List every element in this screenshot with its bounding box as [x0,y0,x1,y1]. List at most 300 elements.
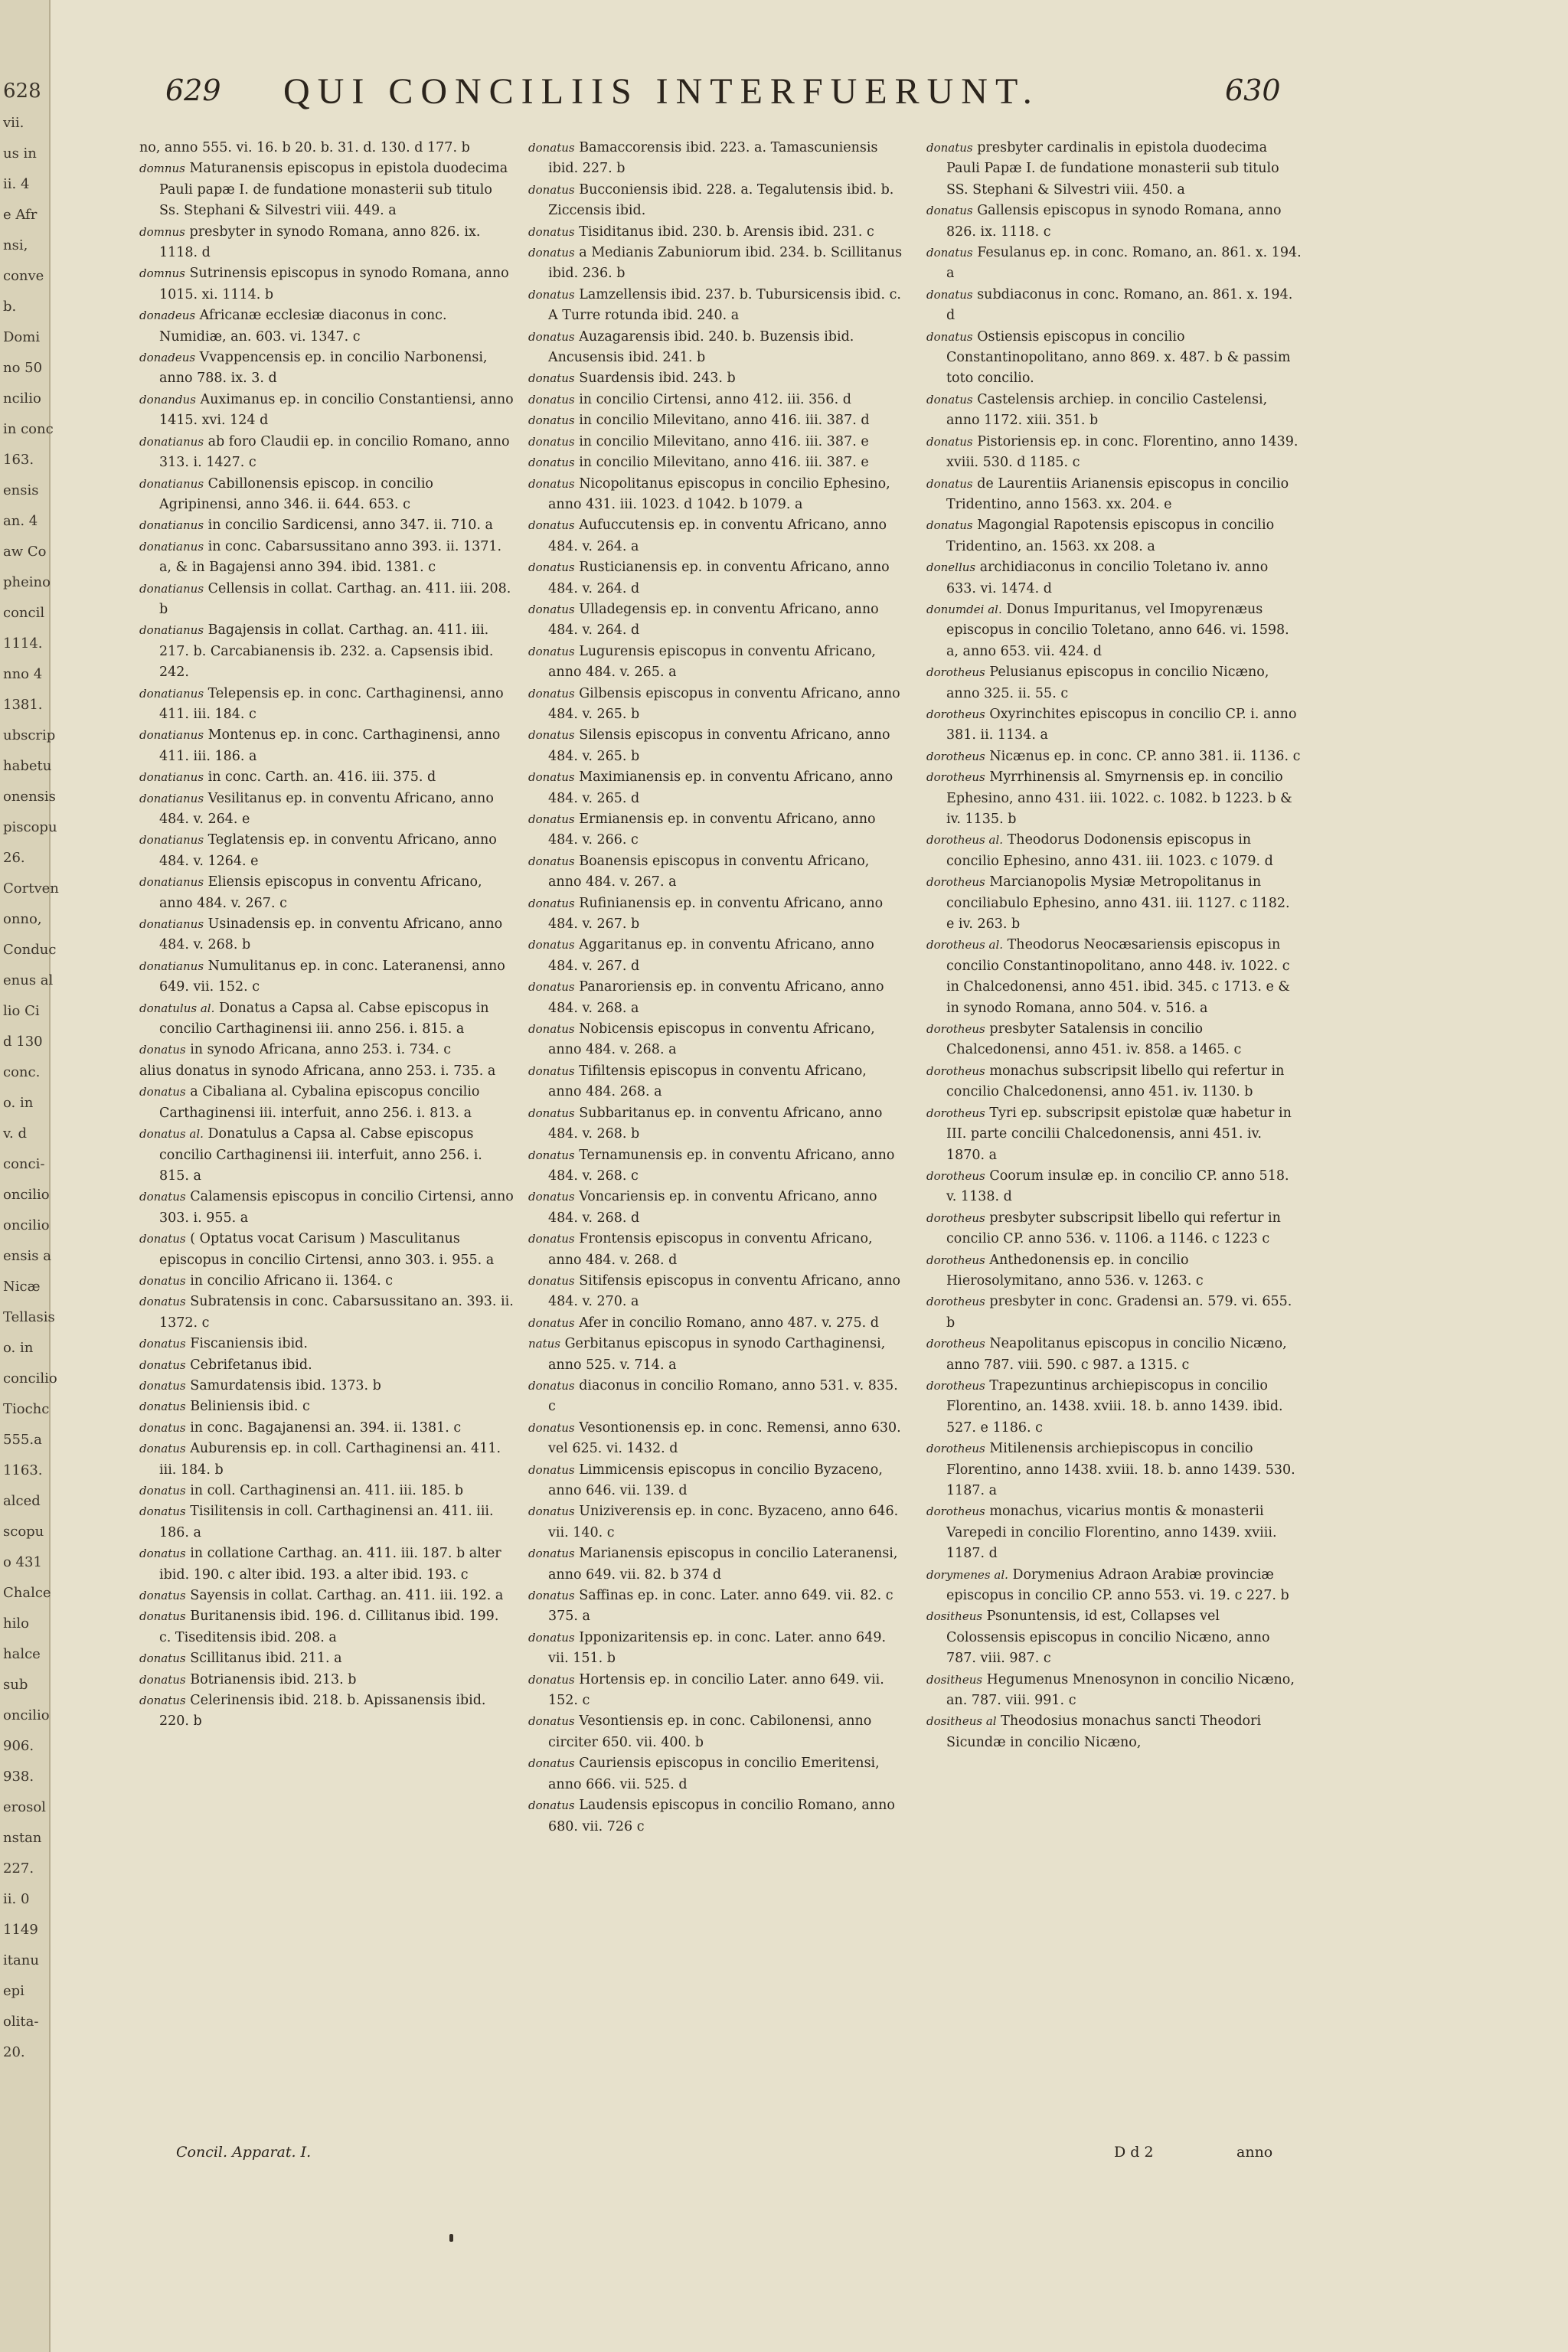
index-entry [139,515,514,536]
previous-page-fragment: 227. [3,1860,34,1877]
entry-headword: dorotheus [926,770,985,785]
index-entry [926,432,1302,474]
index-entry [528,1586,903,1628]
entry-headword: domnus [139,162,185,176]
entry-text: in concilio Milevitano, anno 416. iii. 387. d [579,413,870,429]
index-entry [528,327,903,369]
index-entry [139,914,514,956]
index-entry [528,1753,903,1795]
index-entry [926,1439,1302,1501]
entry-text: Sayensis in collat. Carthag. an. 411. iii. 192. a [190,1588,504,1604]
previous-page-fragment: habetu [3,758,52,774]
index-entry [926,515,1302,557]
entry-text: a Cibaliana al. Cybalina episcopus concilio Carthaginensi iii. interfuit, anno 256. i. 813. a [159,1084,480,1121]
entry-text: Tisilitensis in coll. Carthaginensi an. 411. iii. 186. a [159,1504,494,1540]
index-entry [139,537,514,579]
entry-headword: donatianus [139,518,204,533]
previous-page-fragment: 906. [3,1738,34,1754]
entry-text: Gilbensis episcopus in conventu Africano, anno 484. v. 265. b [548,685,900,722]
entry-headword: donatus [926,141,973,155]
index-entry [139,1648,514,1669]
entry-text: Silensis episcopus in conventu Africano, anno 484. v. 265. b [548,727,890,764]
entry-text: no, anno 555. vi. 16. b 20. b. 31. d. 130. d 177. b [139,140,470,155]
previous-page-fragment: v. d [3,1125,27,1142]
entry-headword: donatus [528,246,575,260]
entry-headword: donatianus [139,686,204,701]
index-entry [528,390,903,410]
entry-headword: donatianus [139,917,204,932]
index-entry [926,1501,1302,1564]
previous-page-fragment: oncilio [3,1217,50,1233]
entry-text: Auburensis ep. in coll. Carthaginensi an. 411. iii. 184. b [159,1441,501,1478]
index-entry [528,285,903,327]
entry-text: Donatus a Capsa al. Cabse episcopus in concilio Carthaginensi iii. anno 256. i. 815. a [159,1000,489,1037]
entry-text: in conc. Cabarsussitano anno 393. ii. 1371. a, & in Bagajensi anno 394. ibid. 1381. c [159,538,502,576]
index-entry [139,1418,514,1439]
entry-headword: donatus [528,1232,575,1246]
entry-headword: dositheus [926,1672,983,1687]
previous-page-fragment: Cortven [3,880,59,897]
index-entry [528,1376,903,1418]
entry-headword: dorotheus al. [926,938,1004,952]
entry-text: Donatulus a Capsa al. Cabse episcopus concilio Carthaginensi iii. interfuit, anno 256. i. 815. a [159,1126,482,1184]
entry-text: Subbaritanus ep. in conventu Africano, anno 484. v. 268. b [548,1105,883,1142]
index-entry [528,1187,903,1229]
index-entry [926,1250,1302,1292]
entry-headword: donatus [528,456,575,470]
right-folio-number: 630 [1225,74,1281,107]
entry-headword: donatus [528,392,575,407]
entry-text: Theodorus Neocæsariensis episcopus in concilio Constantinopolitano, anno 448. iv. 1022. c in Chalcedonensi, anno 451. ibid. 345. c 1713. e & in synodo Romana, anno 504. v. 516. a [946,937,1290,1016]
entry-headword: donatus [528,896,575,910]
entry-text: presbyter subscripsit libello qui refertur in concilio CP. anno 536. v. 1106. a 1146. c 1223 c [946,1210,1281,1247]
previous-page-fragment: Chalce [3,1585,51,1601]
entry-headword: donatus [139,1232,186,1246]
entry-text: Nicopolitanus episcopus in concilio Ephesino, anno 431. iii. 1023. d 1042. b 1079. a [548,475,890,512]
entry-headword: donatus [528,812,575,826]
previous-page-fragment: 20. [3,2044,25,2060]
entry-headword: donatus [528,371,575,386]
entry-text: Frontensis episcopus in conventu Africano, anno 484. v. 268. d [548,1231,873,1268]
entry-text: Hortensis ep. in concilio Later. anno 649. vii. 152. c [548,1671,884,1709]
entry-headword: donatianus [139,833,204,848]
index-entry [528,935,903,977]
entry-headword: donatianus [139,434,204,449]
entry-headword: dorotheus [926,1295,985,1309]
entry-headword: donumdei al. [926,602,1002,616]
previous-page-fragment: conc. [3,1064,41,1080]
signature-mark: Concil. Apparat. I. [176,2144,312,2161]
index-entry [139,1544,514,1586]
index-entry [926,1166,1302,1208]
entry-text: Theodorus Dodonensis episcopus in concilio Ephesino, anno 431. iii. 1023. c 1079. d [946,832,1273,869]
previous-page-fragment: 1381. [3,697,43,713]
entry-headword: donatus [528,1798,575,1813]
index-entry [528,684,903,726]
previous-page-fragment: piscopu [3,819,57,835]
entry-headword: donatus [528,141,575,155]
index-entry [926,1334,1302,1376]
entry-headword: donandus [139,392,196,407]
entry-headword: donatus [528,644,575,658]
entry-headword: donatus [926,204,973,218]
entry-headword: donatus [528,728,575,743]
entry-headword: donatus [528,329,575,344]
left-folio-number: 629 [165,74,221,107]
index-entry [528,809,903,851]
index-entry [528,977,903,1019]
index-entry [139,1501,514,1544]
entry-text: Panaroriensis ep. in conventu Africano, anno 484. v. 268. a [548,979,884,1016]
previous-page-fragment: oncilio [3,1707,50,1723]
entry-text: Rufinianensis ep. in conventu Africano, anno 484. v. 267. b [548,895,884,933]
index-entry [528,851,903,893]
index-entry [926,138,1302,201]
index-entry [139,725,514,767]
index-entry [139,432,514,474]
entry-headword: donatus [139,1357,186,1372]
index-entry [926,872,1302,935]
entry-text: presbyter cardinalis in epistola duodecima Pauli Papæ I. de fundatione monasterii sub titulo SS. Stephani & Silvestri viii. 450. a [946,140,1279,198]
entry-text: Limmicensis episcopus in concilio Byzaceno, anno 646. vii. 139. d [548,1462,883,1498]
index-entry [139,158,514,221]
entry-text: Theodosius monachus sancti Theodori Sicundæ in concilio Nicæno, [946,1713,1262,1750]
entry-headword: donatus [139,1378,186,1393]
index-entry [139,1606,514,1648]
entry-text: Fesulanus ep. in conc. Romano, an. 861. x. 194. a [946,245,1302,282]
previous-page-fragment: concilio [3,1370,57,1387]
index-entry [139,767,514,788]
index-entry [528,1501,903,1544]
entry-text: Castelensis archiep. in concilio Castelensi, anno 1172. xiii. 351. b [946,391,1268,429]
index-entry [926,1208,1302,1250]
entry-text: Telepensis ep. in conc. Carthaginensi, anno 411. iii. 184. c [159,685,504,722]
entry-headword: donatianus [139,875,204,890]
entry-headword: donatus [528,938,575,952]
entry-text: Fiscaniensis ibid. [190,1336,308,1352]
index-entry [139,1690,514,1733]
entry-text: Ermianensis ep. in conventu Africano, anno 484. v. 266. c [548,812,876,848]
entry-headword: donatianus [139,539,204,554]
previous-page-fragment: scopu [3,1524,44,1540]
entry-text: in concilio Milevitano, anno 416. iii. 387. e [579,433,869,449]
index-entry [139,1040,514,1060]
index-entry [139,789,514,831]
entry-text: Usinadensis ep. in conventu Africano, anno 484. v. 268. b [159,916,503,953]
entry-text: in conc. Carth. an. 416. iii. 375. d [207,769,436,786]
index-entry [528,1145,903,1187]
entry-headword: donatus [528,560,575,575]
previous-page-fragment: ensis [3,482,39,498]
entry-text: Auzagarensis ibid. 240. b. Buzensis ibid. Ancusensis ibid. 241. b [548,328,854,366]
entry-text: Suardensis ibid. 243. b [579,371,736,387]
previous-page-fragment: ubscrip [3,727,56,743]
entry-headword: donatianus [139,770,204,785]
entry-text: Vesontionensis ep. in conc. Remensi, anno 630. vel 625. vi. 1432. d [548,1419,901,1457]
entry-text: archidiaconus in concilio Toletano iv. anno 633. vi. 1474. d [946,560,1269,596]
entry-text: Beliniensis ibid. c [190,1399,310,1415]
index-entry [528,180,903,222]
entry-text: Donus Impuritanus, vel Imopyrenæus episcopus in concilio Toletano, anno 646. vi. 1598. a, anno 653. vii. 424. d [946,601,1289,659]
index-entry [139,305,514,348]
index-entry [139,1481,514,1501]
entry-text: Maximianensis ep. in conventu Africano, anno 484. v. 265. d [548,769,893,806]
previous-page-fragment: vii. [3,115,24,131]
index-entry [926,474,1302,516]
previous-page-fragment: alced [3,1493,41,1509]
entry-text: Rusticianensis ep. in conventu Africano, anno 484. v. 264. d [548,560,890,596]
entry-text: Celerinensis ibid. 218. b. Apissanensis ibid. 220. b [159,1693,486,1730]
previous-page-fragment: 938. [3,1769,34,1785]
previous-page-fragment: epi [3,1983,24,1999]
running-title: QUI CONCILIIS INTERFUERUNT. [283,71,1040,112]
entry-headword: domnus [139,224,185,239]
entry-headword: donatus [926,434,973,449]
index-entry [139,1586,514,1606]
entry-headword: dorotheus [926,665,985,680]
entry-text: in collatione Carthag. an. 411. iii. 187. b alter ibid. 190. c alter ibid. 193. a alter ibid. 193. c [159,1546,501,1583]
previous-page-fragment: Tellasis [3,1309,55,1325]
entry-text: Teglatensis ep. in conventu Africano, anno 484. v. 1264. e [159,832,497,869]
entry-headword: dorotheus [926,1253,985,1267]
entry-text: in synodo Africana, anno 253. i. 734. c [190,1042,452,1058]
ink-speck [449,2234,453,2242]
entry-headword: dositheus al [926,1714,997,1729]
previous-page-fragment: 1114. [3,635,43,652]
index-entry [139,1061,514,1082]
entry-headword: dorotheus [926,1106,985,1120]
previous-page-fragment: o. in [3,1095,34,1111]
entry-headword: donatus [528,1672,575,1687]
index-entry [926,599,1302,662]
previous-page-fragment: Nicæ [3,1279,41,1295]
previous-page-fragment: enus al [3,972,54,988]
entry-headword: donatus [528,287,575,302]
previous-page-fragment: conve [3,268,44,284]
entry-headword: donellus [926,560,976,575]
index-entry [926,1670,1302,1712]
index-entry [926,662,1302,704]
entry-headword: donatulus al. [139,1001,215,1015]
entry-text: Sutrinensis episcopus in synodo Romana, anno 1015. xi. 1114. b [159,266,509,302]
previous-page-fragment: 1163. [3,1462,43,1478]
entry-headword: donatus [139,1609,186,1624]
entry-headword: donatus [139,1420,186,1435]
index-entry [528,1271,903,1313]
entry-text: Marcianopolis Mysiæ Metropolitanus in conciliabulo Ephesino, anno 431. iii. 1127. c 1182. e iv. 263. b [946,874,1290,933]
previous-page-fragment: 1149 [3,1922,38,1938]
entry-text: Bamaccorensis ibid. 223. a. Tamascuniensis ibid. 227. b [548,140,878,177]
entry-text: Ipponizaritensis ep. in conc. Later. anno 649. vii. 151. b [548,1629,887,1667]
previous-page-fragment: Domi [3,329,41,345]
index-entry [139,1124,514,1187]
index-entry [528,410,903,431]
previous-page-fragment: b. [3,299,17,315]
previous-page-fragment: nstan [3,1830,42,1846]
index-entry [139,1229,514,1271]
entry-text: in concilio Africano ii. 1364. c [190,1272,394,1289]
entry-text: Vesilitanus ep. in conventu Africano, anno 484. v. 264. e [159,790,494,827]
entry-headword: donatus [139,1337,186,1351]
entry-text: Bagajensis in collat. Carthag. an. 411. iii. 217. b. Carcabianensis ib. 232. a. Capsensis ibid. 242. [159,622,494,681]
previous-page-fragment: onensis [3,789,56,805]
entry-headword: dorotheus [926,1504,985,1519]
previous-page-fragment: aw Co [3,544,47,560]
entry-headword: dorotheus [926,1337,985,1351]
index-entry [528,1670,903,1712]
previous-page-fragment: hilo [3,1615,29,1632]
entry-text: alius donatus in synodo Africana, anno 253. i. 735. a [139,1063,496,1079]
entry-headword: donatus [139,1484,186,1498]
entry-headword: dorotheus [926,1378,985,1393]
index-entry [528,138,903,180]
index-entry [528,1019,903,1061]
index-entry [139,474,514,516]
entry-text: Aufuccutensis ep. in conventu Africano, anno 484. v. 264. a [548,518,887,554]
entry-headword: donatus [528,686,575,701]
entry-headword: donatus [139,1190,186,1204]
entry-headword: donatus [926,329,973,344]
entry-text: Trapezuntinus archiepiscopus in concilio Florentino, an. 1438. xviii. 18. b. anno 1439. ibid. 527. e 1186. c [946,1377,1283,1436]
entry-headword: dorotheus [926,1442,985,1456]
index-entry [926,285,1302,327]
entry-headword: donatus [139,1651,186,1666]
entry-headword: donatus [139,1085,186,1099]
entry-headword: donatus [139,1694,186,1708]
entry-text: Samurdatensis ibid. 1373. b [190,1377,381,1393]
entry-headword: dorotheus [926,1210,985,1225]
entry-headword: donatus [528,1630,575,1645]
entry-text: Dorymenius Adraon Arabiæ provinciæ episcopus in concilio CP. anno 553. vi. 19. c 227. b [946,1566,1289,1604]
entry-headword: donatus [528,1190,575,1204]
entry-headword: donatus [528,980,575,995]
entry-text: Nicænus ep. in conc. CP. anno 381. ii. 1136. c [989,748,1301,764]
entry-text: a Medianis Zabuniorum ibid. 234. b. Scillitanus ibid. 236. b [548,245,903,282]
previous-page-fragment: o 431 [3,1554,42,1570]
entry-headword: dorymenes al. [926,1567,1008,1582]
previous-page-fragment: an. 4 [3,513,38,529]
entry-text: Hegumenus Mnenosynon in concilio Nicæno, an. 787. viii. 991. c [946,1671,1295,1709]
previous-page-fragment: 555.a [3,1432,42,1448]
entry-headword: domnus [139,266,185,281]
index-entry [528,452,903,473]
entry-text: in conc. Bagajanensi an. 394. ii. 1381. c [190,1419,462,1436]
index-entry [528,1229,903,1271]
index-entry [926,327,1302,390]
previous-page-fragment: pheino [3,574,51,590]
index-entry [926,1711,1302,1753]
entry-text: Neapolitanus episcopus in concilio Nicæno, anno 787. viii. 590. c 987. a 1315. c [946,1336,1287,1373]
index-entry [528,474,903,516]
index-entry [926,1019,1302,1061]
entry-headword: donadeus [139,351,196,365]
previous-page-edge [0,0,59,2352]
entry-text: Gallensis episcopus in synodo Romana, anno 826. ix. 1118. c [946,203,1282,240]
index-entry [528,1460,903,1502]
entry-text: Boanensis episcopus in conventu Africano, anno 484. v. 267. a [548,853,870,890]
previous-page-fragment: itanu [3,1952,39,1968]
entry-headword: donadeus [139,309,196,323]
index-entry [926,1103,1302,1166]
previous-page-fragment: ii. 0 [3,1891,30,1907]
entry-headword: donatus [528,518,575,533]
entry-text: Cauriensis episcopus in concilio Emeritensi, anno 666. vii. 525. d [548,1756,880,1792]
previous-page-fragment: halce [3,1646,41,1662]
index-entry [528,368,903,389]
index-entry [528,1628,903,1670]
entry-headword: donatus [528,1462,575,1477]
previous-page-fragment: no 50 [3,360,43,376]
entry-text: Ternamunensis ep. in conventu Africano, anno 484. v. 268. c [548,1147,895,1184]
entry-text: diaconus in concilio Romano, anno 531. v. 835. c [548,1377,898,1415]
index-entry [139,1376,514,1396]
index-entry [139,390,514,432]
previous-page-fragment: lio Ci [3,1003,40,1019]
index-column-right [926,138,1302,1753]
entry-text: Afer in concilio Romano, anno 487. v. 275. d [579,1315,879,1331]
entry-headword: donatus [926,392,973,407]
entry-headword: donatianus [139,476,204,491]
entry-text: Aggaritanus ep. in conventu Africano, anno 484. v. 267. d [548,937,874,974]
index-entry [926,243,1302,285]
entry-text: ab foro Claudii ep. in concilio Romano, anno 313. i. 1427. c [159,433,510,471]
index-entry [528,1103,903,1145]
entry-text: Calamensis episcopus in concilio Cirtensi, anno 303. i. 955. a [159,1189,514,1226]
entry-text: Saffinas ep. in conc. Later. anno 649. vii. 82. c 375. a [548,1588,893,1625]
entry-text: Psonuntensis, id est, Collapses vel Colossensis episcopus in concilio Nicæno, anno 787. viii. 987. c [946,1609,1270,1667]
entry-headword: donatus [528,1273,575,1288]
catchword: anno [1236,2144,1273,2161]
entry-headword: donatus al. [139,1127,204,1142]
entry-headword: donatus [528,1504,575,1519]
entry-headword: donatus [139,1547,186,1561]
entry-headword: donatus [926,287,973,302]
gathering-signature: D d 2 [1114,2144,1154,2161]
previous-page-fragment: sub [3,1677,28,1693]
index-entry [926,935,1302,1019]
entry-headword: donatus [926,476,973,491]
index-entry [139,1292,514,1334]
index-entry [139,1082,514,1124]
index-entry [926,557,1302,599]
entry-text: Voncariensis ep. in conventu Africano, anno 484. v. 268. d [548,1189,877,1226]
entry-headword: donatus [528,770,575,785]
entry-headword: dorotheus [926,707,985,721]
index-entry [139,348,514,390]
entry-text: Botrianensis ibid. 213. b [190,1671,357,1687]
index-entry [139,620,514,683]
index-entry [528,222,903,243]
entry-text: Tyri ep. subscripsit epistolæ quæ habetur in III. parte concilii Chalcedonensis, anni 451. iv. 1870. a [946,1105,1292,1163]
index-column-middle [528,138,903,1838]
entry-headword: dorotheus [926,1022,985,1037]
index-entry [139,1355,514,1376]
entry-text: Lamzellensis ibid. 237. b. Tubursicensis ibid. c. A Turre rotunda ibid. 240. a [548,286,901,324]
entry-headword: donatus [528,413,575,428]
entry-text: Africanæ ecclesiæ diaconus in conc. Numidiæ, an. 603. vi. 1347. c [159,308,447,345]
entry-headword: donatus [528,1378,575,1393]
previous-page-fragment: nsi, [3,237,28,253]
previous-page-fragment: d 130 [3,1034,43,1050]
entry-text: Vvappencensis ep. in concilio Narbonensi, anno 788. ix. 3. d [159,350,488,387]
entry-text: Pelusianus episcopus in concilio Nicæno, anno 325. ii. 55. c [946,665,1269,701]
index-entry [528,557,903,599]
index-entry [528,767,903,809]
entry-headword: dositheus [926,1609,983,1624]
entry-headword: donatus [528,434,575,449]
entry-text: Tisiditanus ibid. 230. b. Arensis ibid. 231. c [579,224,874,240]
index-entry [139,263,514,305]
